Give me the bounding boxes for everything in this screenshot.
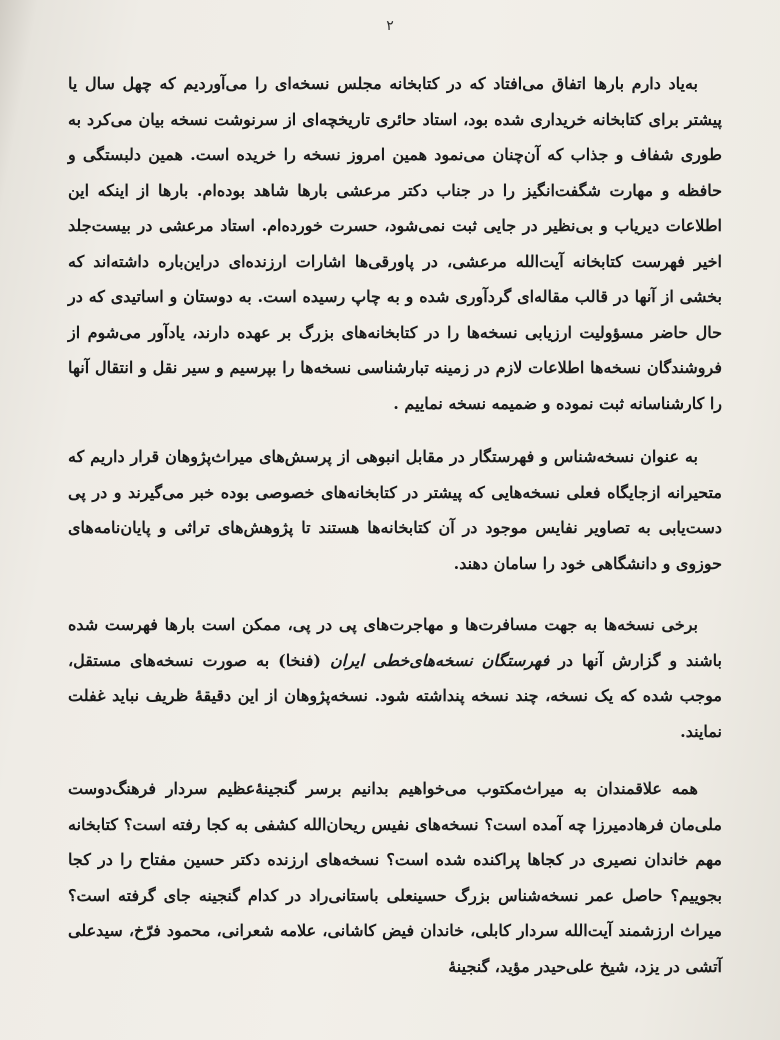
paragraph-2: به عنوان نسخه‌شناس و فهرستگار در مقابل انبوهی از پرسش‌های میراث‌پژوهان قرار داریم که متحیرانه ازجایگاه فعلی نسخه‌هایی که پیشتر در کتابخانه‌های خصوصی بوده خبر می‌گیرند و در پی دست‌یابی به تصاویر نفایس موجود در آن کتابخانه‌ها هستند تا پژوهش‌های تراثی و پایان‌نامه‌های حوزوی و دانشگاهی خود را سامان دهند.: [68, 447, 722, 573]
paragraph-3-after: (فنخا) به صورت نسخه‌های مستقل، موجب شده که یک نسخه، چند نسخه پنداشته شود. نسخه‌پژوهان از این دقیقهٔ ظریف نباید غفلت نمایند.: [68, 650, 722, 741]
catalog-title: فهرستگان نسخه‌های‌خطی ایران: [329, 650, 550, 670]
page-number: ۲: [386, 18, 394, 34]
paragraph-1: به‌یاد دارم بارها اتفاق می‌افتاد که در کتابخانه مجلس نسخه‌ای را می‌آوردیم که چهل سال یا پیشتر برای کتابخانه خریداری شده بود، استاد حائری تاریخچه‌ای از سرنوشت نسخه بیان می‌کرد به طوری شفاف و جذاب که آن‌چنان می‌نمود همین امروز نسخه را خریده است. همین دلبستگی و حافظه و مهارت شگفت‌انگیز را در جناب دکتر مرعشی بارها شاهد بوده‌ام. بارها از اینکه این اطلاعات دیریاب و بی‌نظیر در جایی ثبت نمی‌شود، حسرت خورده‌ام. استاد مرعشی در بیست‌جلد اخیر فهرست کتابخانه آیت‌الله مرعشی، در پاورقی‌ها اشارات ارزنده‌ای دراین‌باره داشته‌اند که بخشی از آنها در قالب مقاله‌ای گردآوری شده و به چاپ رسیده است. به دوستان و اساتیدی که در حال حاضر مسؤولیت ارزیابی نسخه‌ها را در کتابخانه‌های بزرگ بر عهده دارند، یادآور می‌شوم از فروشندگان نسخه‌ها اطلاعات لازم در زمینه تبارشناسی نسخه‌ها را بپرسیم و سیر نقل و انتقال آنها را کارشناسانه ثبت نموده و ضمیمه نسخه نماییم .: [68, 74, 723, 413]
paragraph-3-before: برخی نسخه‌ها به جهت مسافرت‌ها و مهاجرت‌های پی در پی، ممکن است بارها فهرست شده باشند و گزارش آنها در: [68, 615, 722, 670]
paragraph-4: همه علاقمندان به میراث‌مکتوب می‌خواهیم بدانیم برسر گنجینهٔ‌عظیم سردار فرهنگ‌دوست ملی‌مان فرهادمیرزا چه آمده است؟ نسخه‌های نفیس ریحان‌الله کشفی به کجا رفته است؟ کتابخانه مهم خاندان نصیری در کجاها پراکنده شده است؟ نسخه‌های ارزنده دکتر حسین مفتاح را در کجا بجوییم؟ حاصل عمر نسخه‌شناس بزرگ حسینعلی باستانی‌راد در کدام گنجینه جای گرفته است؟ میراث ارزشمند آیت‌الله سردار کابلی، خاندان فیض کاشانی، علامه شعرانی، محمود فرّخ، سیدعلی آتشی در یزد، شیخ علی‌حیدر مؤید، گنجینهٔ: [68, 779, 723, 976]
paragraph-3: [68, 607, 722, 749]
page-text-body: [68, 66, 722, 984]
